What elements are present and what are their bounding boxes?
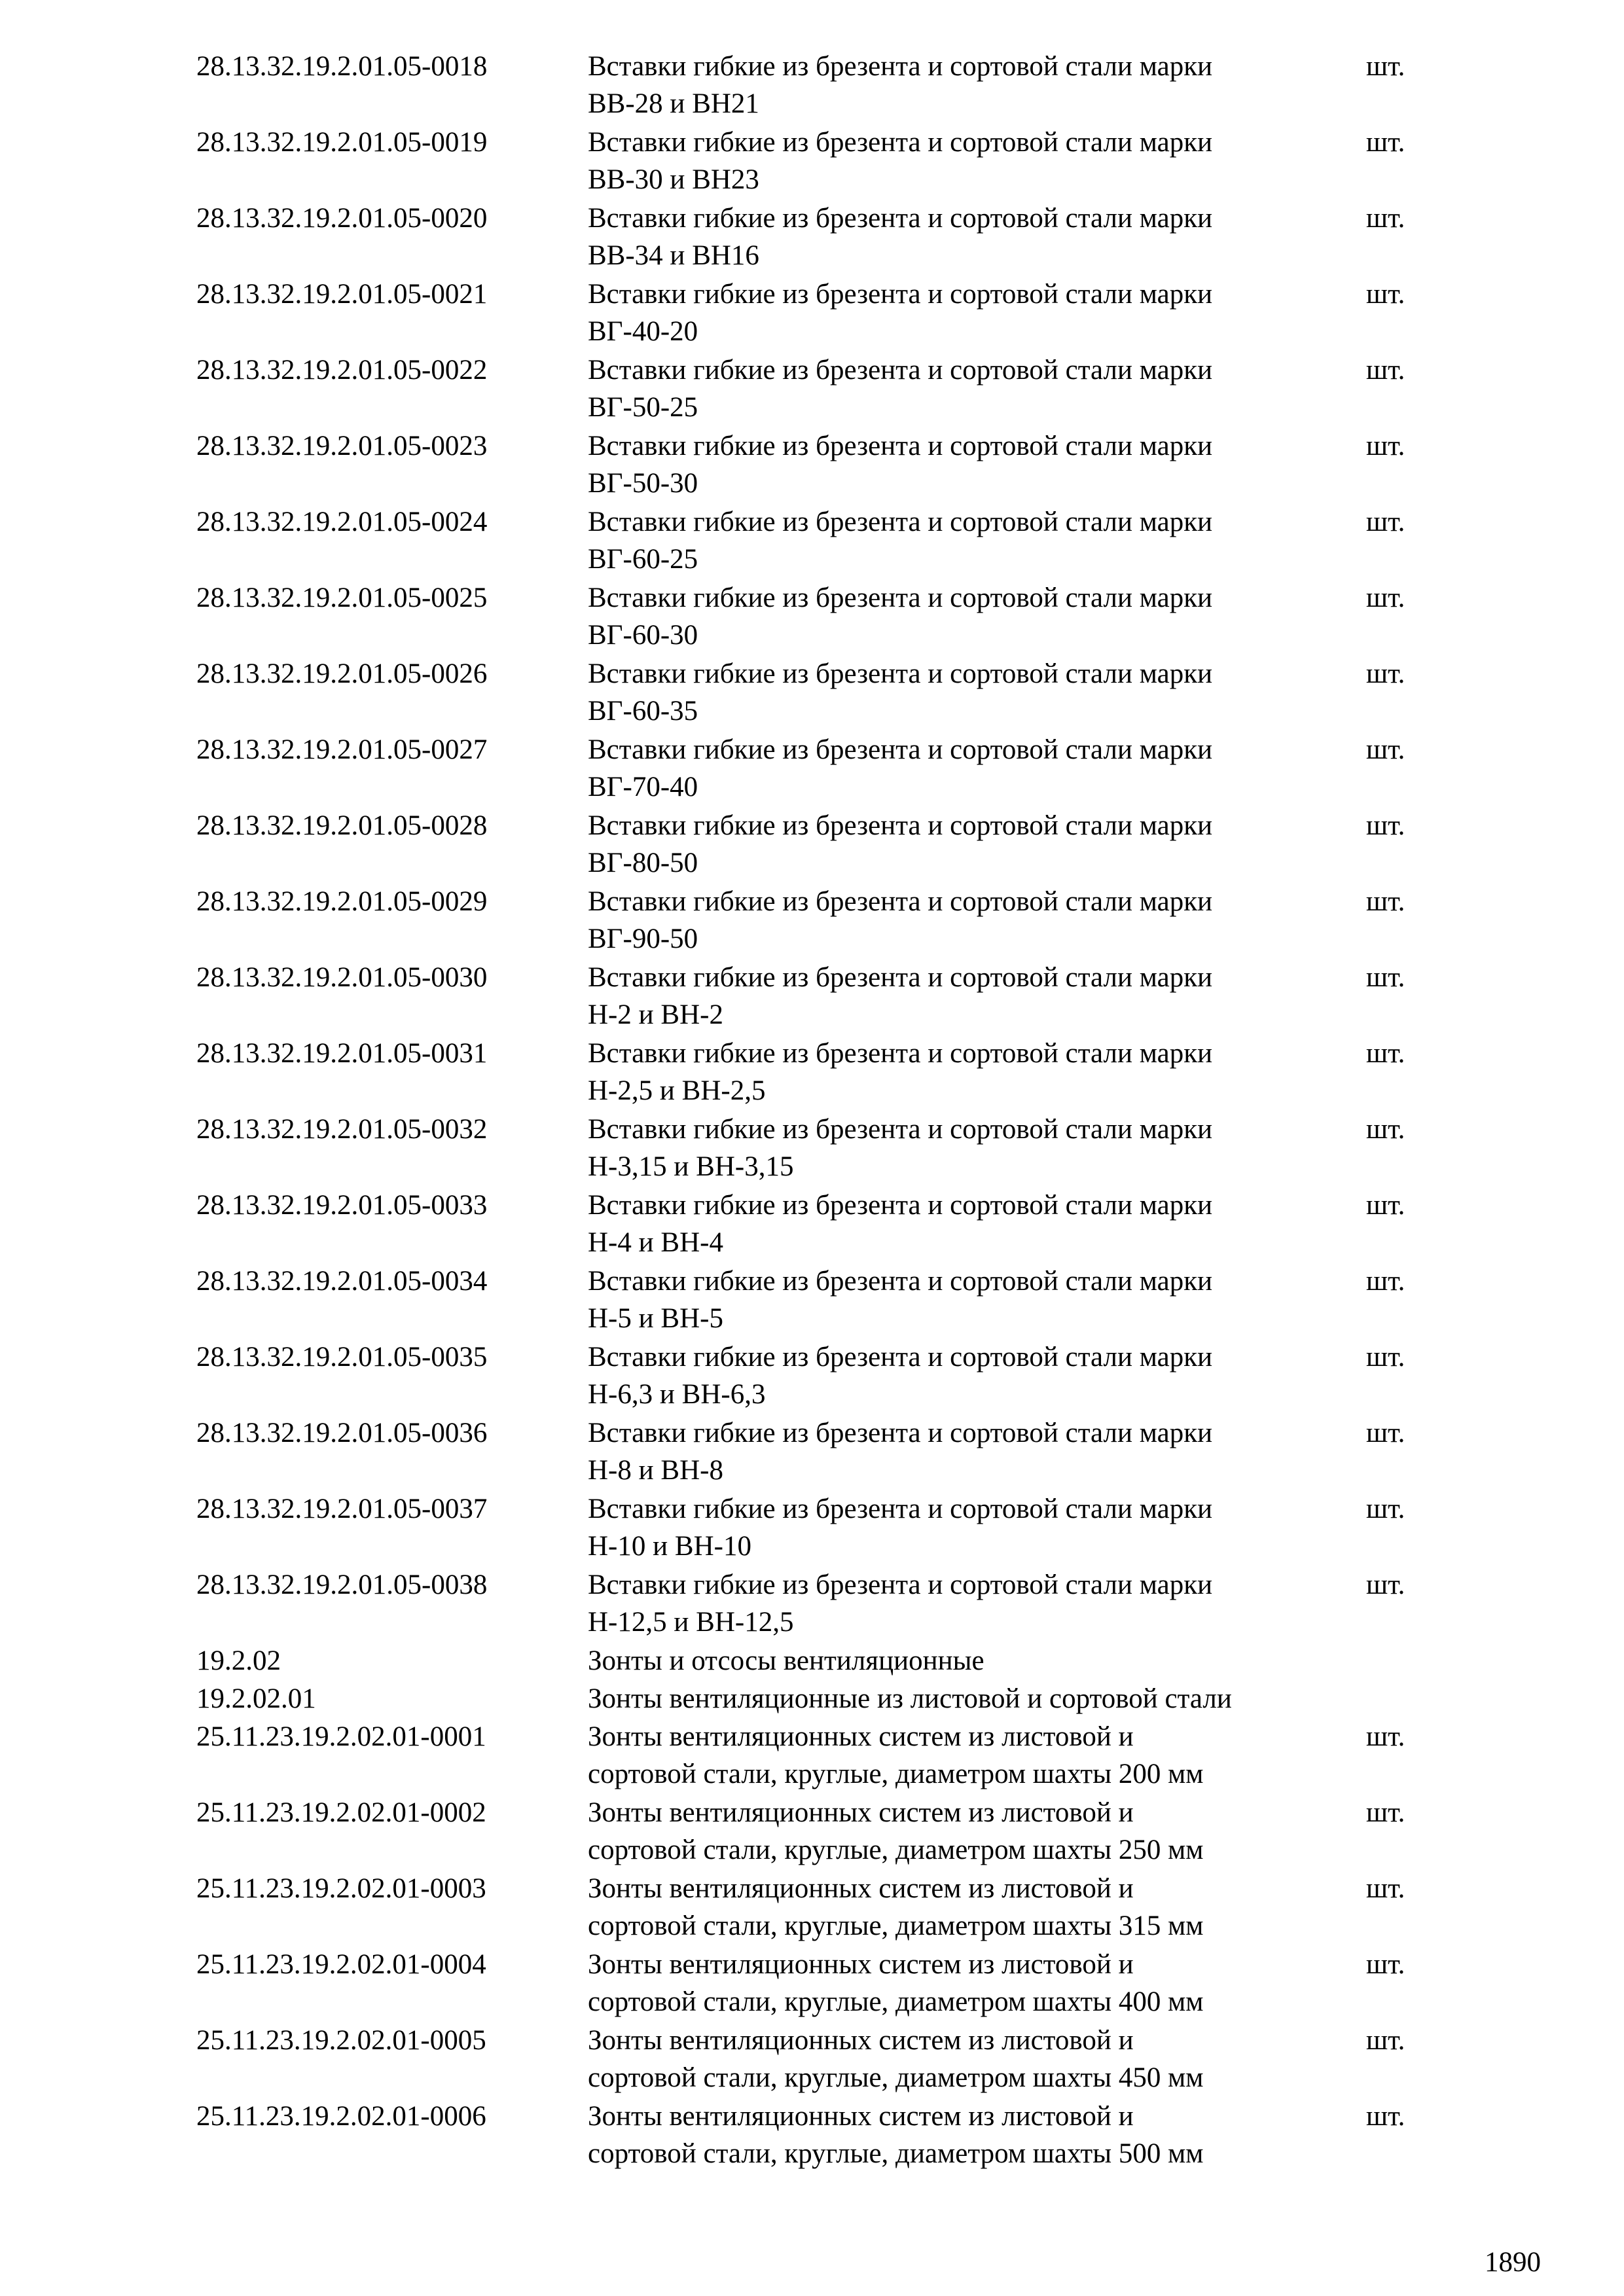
row-unit: шт. <box>1366 279 1405 310</box>
row-code: 28.13.32.19.2.01.05-0034 <box>196 1266 488 1297</box>
row-name: Вставки гибкие из брезента и сортовой стали марки ВВ-28 и ВН21 <box>588 51 1213 119</box>
row-name: Вставки гибкие из брезента и сортовой стали марки Н-8 и ВН-8 <box>588 1418 1213 1486</box>
row-unit: шт. <box>1366 658 1405 689</box>
row-code: 28.13.32.19.2.01.05-0035 <box>196 1342 488 1372</box>
row-code: 28.13.32.19.2.01.05-0029 <box>196 886 488 917</box>
row-unit: шт. <box>1366 1949 1405 1980</box>
table-row <box>0 1566 1624 1642</box>
row-unit: шт. <box>1366 127 1405 158</box>
row-code: 28.13.32.19.2.01.05-0037 <box>196 1494 488 1524</box>
row-name: Вставки гибкие из брезента и сортовой стали марки Н-10 и ВН-10 <box>588 1494 1213 1562</box>
row-code: 25.11.23.19.2.02.01-0004 <box>196 1949 486 1980</box>
row-code: 28.13.32.19.2.01.05-0032 <box>196 1114 488 1145</box>
row-unit: шт. <box>1366 734 1405 765</box>
row-name: Вставки гибкие из брезента и сортовой стали марки Н-3,15 и ВН-3,15 <box>588 1114 1213 1182</box>
row-code: 28.13.32.19.2.01.05-0021 <box>196 279 488 310</box>
table-row <box>0 2022 1624 2098</box>
row-name: Вставки гибкие из брезента и сортовой стали марки Н-12,5 и ВН-12,5 <box>588 1570 1213 1638</box>
table-row <box>0 351 1624 427</box>
table-row <box>0 1870 1624 1946</box>
table-row <box>0 883 1624 959</box>
table-row <box>0 1263 1624 1338</box>
row-code: 19.2.02.01 <box>196 1683 316 1714</box>
row-name: Зонты вентиляционные из листовой и сортовой стали <box>588 1683 1232 1714</box>
table-row <box>0 1718 1624 1794</box>
row-name: Вставки гибкие из брезента и сортовой стали марки ВВ-34 и ВН16 <box>588 203 1213 271</box>
row-code: 28.13.32.19.2.01.05-0023 <box>196 431 488 461</box>
table-row <box>0 503 1624 579</box>
row-code: 28.13.32.19.2.01.05-0025 <box>196 583 488 613</box>
row-name: Вставки гибкие из брезента и сортовой стали марки ВГ-50-25 <box>588 355 1213 423</box>
table-row <box>0 1035 1624 1111</box>
row-code: 28.13.32.19.2.01.05-0030 <box>196 962 488 993</box>
row-name: Зонты и отсосы вентиляционные <box>588 1645 984 1676</box>
row-name: Вставки гибкие из брезента и сортовой стали марки ВГ-90-50 <box>588 886 1213 954</box>
page-number: 1890 <box>1485 2247 1541 2278</box>
row-name: Вставки гибкие из брезента и сортовой стали марки Н-2,5 и ВН-2,5 <box>588 1038 1213 1106</box>
table-row <box>0 1414 1624 1490</box>
row-code: 28.13.32.19.2.01.05-0020 <box>196 203 488 234</box>
table-row <box>0 1794 1624 1870</box>
table-row <box>0 1338 1624 1414</box>
row-unit: шт. <box>1366 507 1405 537</box>
row-unit: шт. <box>1366 203 1405 234</box>
row-code: 28.13.32.19.2.01.05-0027 <box>196 734 488 765</box>
row-name: Зонты вентиляционных систем из листовой и сортовой стали, круглые, диаметром шахты 500 мм <box>588 2101 1204 2169</box>
row-code: 25.11.23.19.2.02.01-0006 <box>196 2101 486 2132</box>
row-name: Зонты вентиляционных систем из листовой и сортовой стали, круглые, диаметром шахты 450 мм <box>588 2025 1204 2093</box>
row-name: Вставки гибкие из брезента и сортовой стали марки Н-4 и ВН-4 <box>588 1190 1213 1258</box>
row-name: Зонты вентиляционных систем из листовой и сортовой стали, круглые, диаметром шахты 400 мм <box>588 1949 1204 2017</box>
row-name: Вставки гибкие из брезента и сортовой стали марки ВГ-60-25 <box>588 507 1213 575</box>
row-name: Зонты вентиляционных систем из листовой и сортовой стали, круглые, диаметром шахты 315 мм <box>588 1873 1204 1941</box>
row-unit: шт. <box>1366 1342 1405 1372</box>
row-name: Вставки гибкие из брезента и сортовой стали марки ВГ-80-50 <box>588 810 1213 878</box>
row-unit: шт. <box>1366 886 1405 917</box>
row-code: 19.2.02 <box>196 1645 281 1676</box>
row-code: 25.11.23.19.2.02.01-0003 <box>196 1873 486 1904</box>
table-row <box>0 655 1624 731</box>
row-unit: шт. <box>1366 810 1405 841</box>
row-unit: шт. <box>1366 431 1405 461</box>
table-row <box>0 959 1624 1035</box>
table-row <box>0 1946 1624 2022</box>
row-unit: шт. <box>1366 962 1405 993</box>
table-row <box>0 427 1624 503</box>
table-row <box>0 807 1624 883</box>
row-name: Вставки гибкие из брезента и сортовой стали марки ВГ-60-35 <box>588 658 1213 726</box>
row-code: 28.13.32.19.2.01.05-0018 <box>196 51 488 82</box>
row-name: Вставки гибкие из брезента и сортовой стали марки Н-2 и ВН-2 <box>588 962 1213 1030</box>
row-code: 28.13.32.19.2.01.05-0033 <box>196 1190 488 1221</box>
table-row <box>0 2098 1624 2174</box>
table-row <box>0 200 1624 276</box>
row-unit: шт. <box>1366 1266 1405 1297</box>
row-unit: шт. <box>1366 1797 1405 1828</box>
row-name: Зонты вентиляционных систем из листовой и сортовой стали, круглые, диаметром шахты 200 мм <box>588 1721 1204 1789</box>
table-row <box>0 1490 1624 1566</box>
row-unit: шт. <box>1366 1494 1405 1524</box>
row-code: 28.13.32.19.2.01.05-0024 <box>196 507 488 537</box>
row-name: Вставки гибкие из брезента и сортовой стали марки ВГ-70-40 <box>588 734 1213 802</box>
row-code: 25.11.23.19.2.02.01-0002 <box>196 1797 486 1828</box>
row-unit: шт. <box>1366 355 1405 386</box>
row-unit: шт. <box>1366 1038 1405 1069</box>
row-name: Вставки гибкие из брезента и сортовой стали марки Н-6,3 и ВН-6,3 <box>588 1342 1213 1410</box>
row-unit: шт. <box>1366 2101 1405 2132</box>
table-row <box>0 579 1624 655</box>
row-unit: шт. <box>1366 1873 1405 1904</box>
row-unit: шт. <box>1366 583 1405 613</box>
row-code: 28.13.32.19.2.01.05-0031 <box>196 1038 488 1069</box>
row-name: Зонты вентиляционных систем из листовой и сортовой стали, круглые, диаметром шахты 250 мм <box>588 1797 1204 1865</box>
row-code: 28.13.32.19.2.01.05-0026 <box>196 658 488 689</box>
row-unit: шт. <box>1366 1114 1405 1145</box>
row-code: 28.13.32.19.2.01.05-0019 <box>196 127 488 158</box>
row-name: Вставки гибкие из брезента и сортовой стали марки ВГ-40-20 <box>588 279 1213 347</box>
row-unit: шт. <box>1366 2025 1405 2056</box>
row-unit: шт. <box>1366 1721 1405 1752</box>
row-code: 28.13.32.19.2.01.05-0028 <box>196 810 488 841</box>
row-code: 25.11.23.19.2.02.01-0001 <box>196 1721 486 1752</box>
row-name: Вставки гибкие из брезента и сортовой стали марки Н-5 и ВН-5 <box>588 1266 1213 1334</box>
row-unit: шт. <box>1366 1190 1405 1221</box>
group-row <box>0 1680 1624 1718</box>
table-row <box>0 276 1624 351</box>
table-row <box>0 1187 1624 1263</box>
table-row <box>0 1111 1624 1187</box>
row-unit: шт. <box>1366 1418 1405 1448</box>
row-code: 28.13.32.19.2.01.05-0036 <box>196 1418 488 1448</box>
row-name: Вставки гибкие из брезента и сортовой стали марки ВВ-30 и ВН23 <box>588 127 1213 195</box>
row-name: Вставки гибкие из брезента и сортовой стали марки ВГ-50-30 <box>588 431 1213 499</box>
row-unit: шт. <box>1366 51 1405 82</box>
table-row <box>0 124 1624 200</box>
row-code: 25.11.23.19.2.02.01-0005 <box>196 2025 486 2056</box>
table-row <box>0 731 1624 807</box>
group-row <box>0 1642 1624 1680</box>
row-code: 28.13.32.19.2.01.05-0022 <box>196 355 488 386</box>
table-row <box>0 48 1624 124</box>
row-name: Вставки гибкие из брезента и сортовой стали марки ВГ-60-30 <box>588 583 1213 651</box>
row-unit: шт. <box>1366 1570 1405 1600</box>
row-code: 28.13.32.19.2.01.05-0038 <box>196 1570 488 1600</box>
